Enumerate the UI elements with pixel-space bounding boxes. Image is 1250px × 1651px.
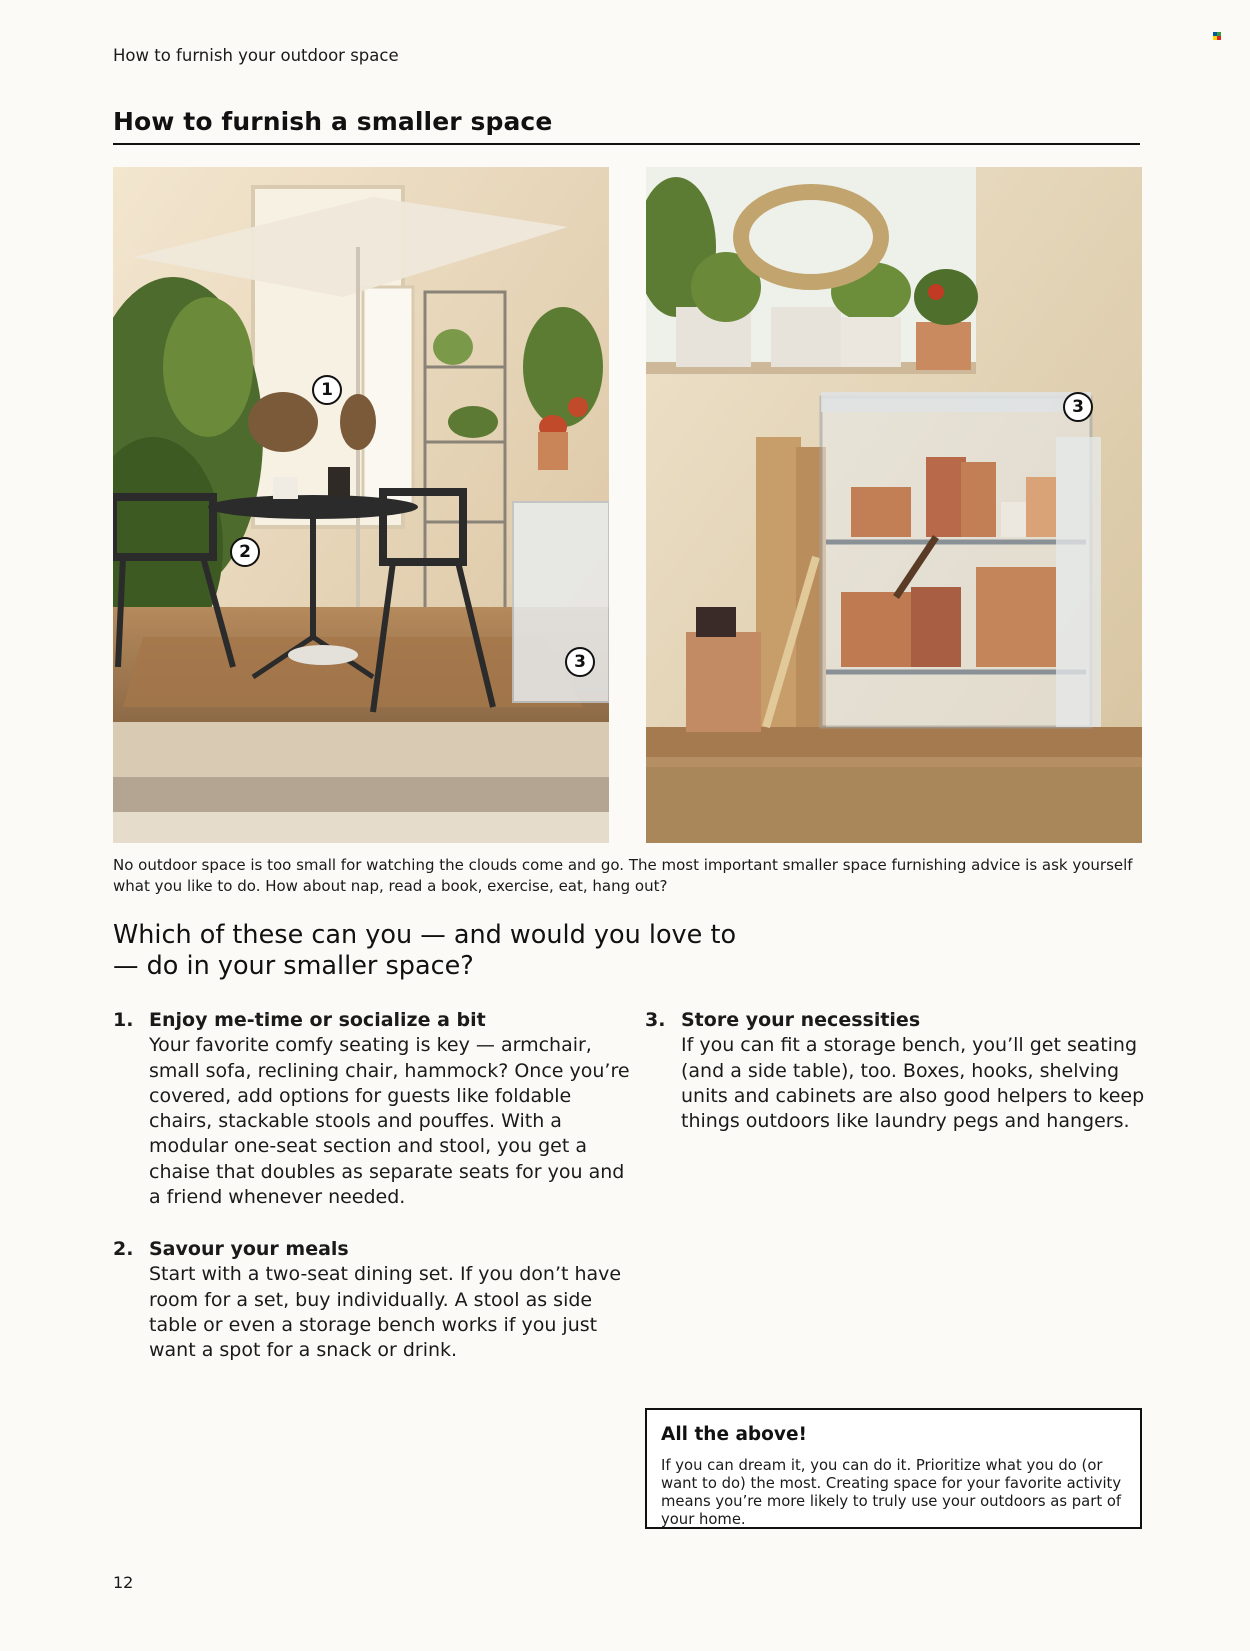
- page-number: 12: [113, 1573, 134, 1592]
- tip-heading: Enjoy me-time or socialize a bit: [149, 1009, 486, 1031]
- tip-body: Your favorite comfy seating is key — armchair, small sofa, reclining chair, hammock? Once you’re covered, add options for guests like foldable chairs, stackable stools and pouffes. With a modular one-seat section and stool, you get a chaise that doubles as separate seats for you and a friend whenever needed.: [149, 1034, 630, 1209]
- section-question: Which of these can you — and would you love to — do in your smaller space?: [113, 920, 737, 981]
- tip-item: [645, 1008, 1145, 1134]
- summary-box: [645, 1408, 1142, 1529]
- balcony-dining-photo: [113, 167, 609, 843]
- tip-item: [113, 1008, 633, 1210]
- tip-number: 1.: [113, 1009, 134, 1031]
- tip-body: Start with a two-seat dining set. If you don’t have room for a set, buy individually. A stool as side table or even a storage bench works if you just want a spot for a snack or drink.: [149, 1263, 622, 1362]
- photo-caption: No outdoor space is too small for watching the clouds come and go. The most important smaller space furnishing advice is ask yourself what you like to do. How about nap, read a book, exercise, eat, hang out?: [113, 856, 1133, 895]
- summary-text: If you can dream it, you can do it. Prioritize what you do (or want to do) the most. Creating space for your favorite activity means you’re more likely to truly use your outdoors as part of your home.: [661, 1457, 1122, 1528]
- marker-3: 3: [565, 647, 595, 677]
- tip-item: [113, 1237, 633, 1363]
- page-title: How to furnish a smaller space: [113, 107, 553, 136]
- tip-body: If you can fit a storage bench, you’ll get seating (and a side table), too. Boxes, hooks, shelving units and cabinets are also good helpers to keep things outdoors like laundry pegs and hangers.: [681, 1034, 1145, 1133]
- marker-3: 3: [1063, 392, 1093, 422]
- tip-heading: Store your necessities: [681, 1009, 921, 1031]
- running-header: How to furnish your outdoor space: [113, 46, 399, 65]
- balcony-dining-illustration: [113, 167, 609, 843]
- tip-number: 3.: [645, 1009, 666, 1031]
- summary-title: All the above!: [661, 1424, 807, 1445]
- tip-heading: Savour your meals: [149, 1238, 349, 1260]
- corner-logo-icon: [1213, 32, 1221, 40]
- storage-cabinet-photo: [646, 167, 1142, 843]
- tip-number: 2.: [113, 1238, 134, 1260]
- marker-1: 1: [312, 375, 342, 405]
- marker-2: 2: [230, 537, 260, 567]
- title-divider: [113, 143, 1140, 145]
- storage-cabinet-illustration: [646, 167, 1142, 843]
